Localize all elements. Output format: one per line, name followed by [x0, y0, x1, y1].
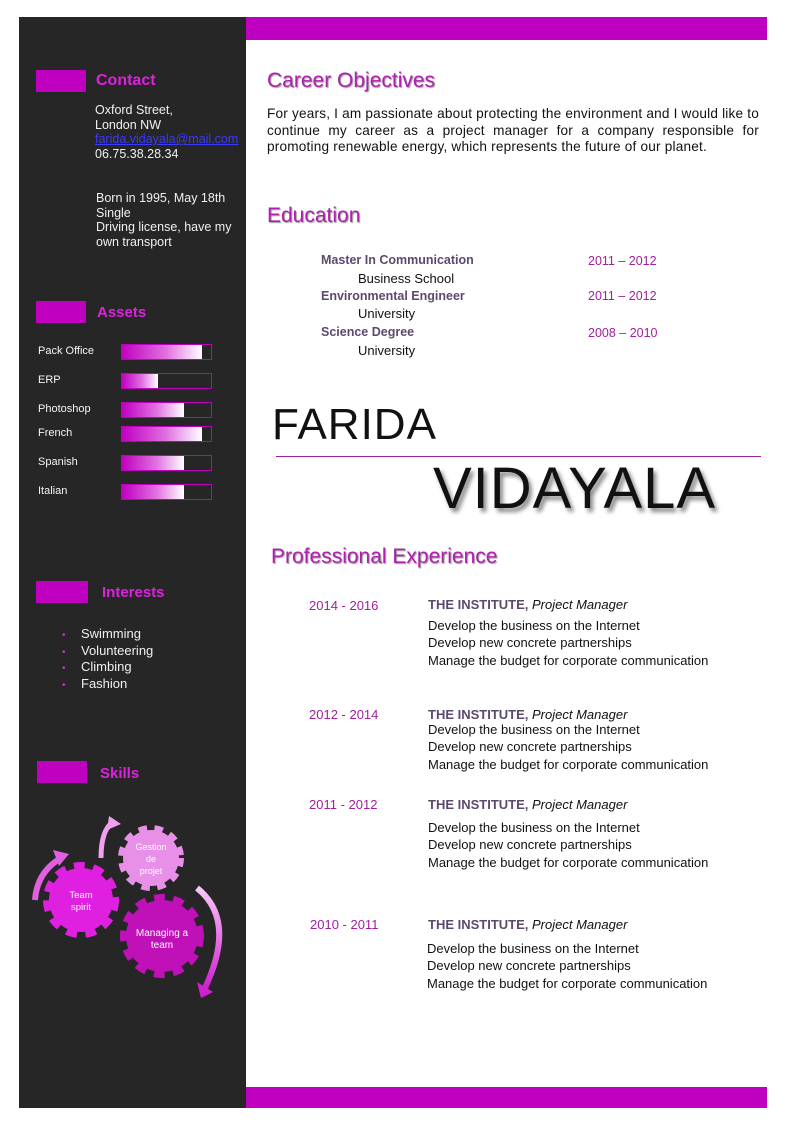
personal-block	[96, 191, 241, 249]
edu-years: 2011 – 2012	[588, 254, 657, 268]
asset-level-bar	[121, 373, 212, 389]
interest-item	[62, 660, 153, 677]
experience-task: Manage the budget for corporate communication	[428, 855, 709, 870]
asset-level-fill	[122, 456, 184, 470]
edu-years: 2011 – 2012	[588, 289, 657, 303]
interest-item	[62, 627, 153, 644]
bullet-icon: •	[62, 663, 66, 674]
experience-company	[428, 707, 627, 722]
contact-street: Oxford Street,	[95, 103, 173, 117]
experience-task: Manage the budget for corporate communication	[428, 757, 709, 772]
asset-label: Italian	[38, 485, 68, 497]
edu-degree: Environmental Engineer	[321, 289, 465, 303]
company-name: THE INSTITUTE,	[428, 597, 529, 612]
svg-text:de: de	[145, 854, 157, 864]
asset-label: Spanish	[38, 456, 78, 468]
arrowhead-top-icon	[107, 816, 121, 830]
career-text: For years, I am passionate about protecting the environment and I would like to continue my career as a project manager for a company responsible for promoting renewable energy, which represents the future of our planet.	[267, 106, 759, 155]
experience-years: 2010 - 2011	[310, 917, 379, 932]
asset-level-bar	[121, 455, 212, 471]
job-role: Project Manager	[532, 597, 628, 612]
contact-phone: 06.75.38.28.34	[95, 146, 179, 161]
job-role: Project Manager	[532, 797, 628, 812]
assets-heading: Assets	[97, 304, 147, 321]
contact-block	[95, 103, 238, 161]
gear-managing-a-team	[126, 900, 198, 972]
top-accent-bar	[246, 17, 767, 40]
asset-level-fill	[122, 374, 158, 388]
bullet-icon: •	[62, 679, 66, 691]
interest-item	[62, 677, 153, 694]
bullet-icon: •	[62, 630, 66, 641]
experience-task: Develop new concrete partnerships	[428, 635, 632, 650]
gear-gestion-de-projet	[123, 830, 179, 886]
asset-label: Pack Office	[38, 345, 95, 357]
experience-task: Manage the budget for corporate communication	[428, 653, 709, 668]
job-role: Project Manager	[532, 917, 628, 932]
interest-label: Climbing	[81, 659, 132, 674]
skills-gears-diagram	[19, 810, 246, 1010]
interest-label: Volunteering	[81, 642, 154, 658]
asset-level-fill	[122, 427, 202, 441]
contact-city: London NW	[95, 117, 162, 132]
contact-heading: Contact	[96, 72, 156, 89]
asset-label: French	[38, 427, 73, 439]
interests-heading: Interests	[102, 584, 165, 601]
interests-tag	[36, 581, 88, 603]
last-name: VIDAYALA	[433, 456, 717, 521]
edu-school: University	[358, 343, 416, 358]
experience-task: Develop the business on the Internet	[428, 820, 640, 835]
asset-level-fill	[122, 403, 184, 417]
experience-heading: Professional Experience	[271, 545, 498, 568]
company-name: THE INSTITUTE,	[428, 917, 529, 932]
asset-label: ERP	[38, 374, 61, 386]
interests-list	[62, 627, 153, 693]
job-role: Project Manager	[532, 707, 628, 722]
experience-years: 2014 - 2016	[309, 598, 379, 613]
asset-level-bar	[121, 402, 212, 418]
personal-status: Single	[96, 205, 131, 220]
experience-task: Manage the budget for corporate communication	[427, 976, 708, 991]
experience-task: Develop new concrete partnerships	[428, 739, 632, 754]
svg-text:Gestion: Gestion	[135, 842, 167, 852]
interest-label: Swimming	[81, 626, 141, 641]
experience-task: Develop new concrete partnerships	[428, 837, 632, 852]
bullet-icon: •	[62, 646, 66, 658]
edu-school: Business School	[358, 271, 455, 286]
skills-tag	[37, 761, 87, 783]
experience-task: Develop the business on the Internet	[428, 618, 640, 633]
svg-text:spirit: spirit	[70, 902, 92, 913]
personal-born: Born in 1995, May 18th	[96, 191, 226, 205]
edu-years: 2008 – 2010	[588, 326, 658, 340]
company-name: THE INSTITUTE,	[428, 797, 529, 812]
experience-company	[428, 797, 627, 812]
asset-level-bar	[121, 344, 212, 360]
experience-task: Develop the business on the Internet	[427, 941, 639, 956]
svg-text:Team: Team	[69, 890, 93, 901]
first-name: FARIDA	[272, 400, 437, 449]
edu-degree: Master In Communication	[321, 253, 474, 267]
interest-label: Fashion	[81, 675, 128, 691]
personal-license: Driving license, have my own transport	[96, 220, 232, 249]
svg-text:projet: projet	[139, 866, 163, 876]
asset-level-bar	[121, 426, 212, 442]
asset-level-fill	[122, 485, 184, 499]
edu-school: University	[358, 306, 416, 321]
experience-years: 2011 - 2012	[309, 797, 378, 812]
edu-degree: Science Degree	[321, 325, 415, 339]
experience-task: Develop the business on the Internet	[428, 722, 640, 737]
asset-level-bar	[121, 484, 212, 500]
contact-tag	[36, 70, 86, 92]
svg-text:team: team	[150, 940, 174, 951]
experience-years: 2012 - 2014	[309, 707, 379, 722]
gear-team-spirit	[49, 868, 113, 932]
company-name: THE INSTITUTE,	[428, 707, 529, 722]
bottom-accent-bar	[246, 1087, 767, 1108]
asset-level-fill	[122, 345, 202, 359]
svg-text:Managing a: Managing a	[135, 928, 189, 939]
assets-tag	[36, 301, 86, 323]
asset-label: Photoshop	[38, 403, 91, 415]
contact-email-link[interactable]: farida.vidayala@mail.com	[95, 132, 239, 146]
education-heading: Education	[267, 204, 361, 227]
skills-heading: Skills	[100, 765, 140, 782]
interest-item	[62, 644, 153, 661]
experience-company	[428, 917, 627, 932]
experience-company	[428, 597, 627, 612]
career-heading: Career Objectives	[267, 69, 436, 92]
experience-task: Develop new concrete partnerships	[427, 958, 631, 973]
